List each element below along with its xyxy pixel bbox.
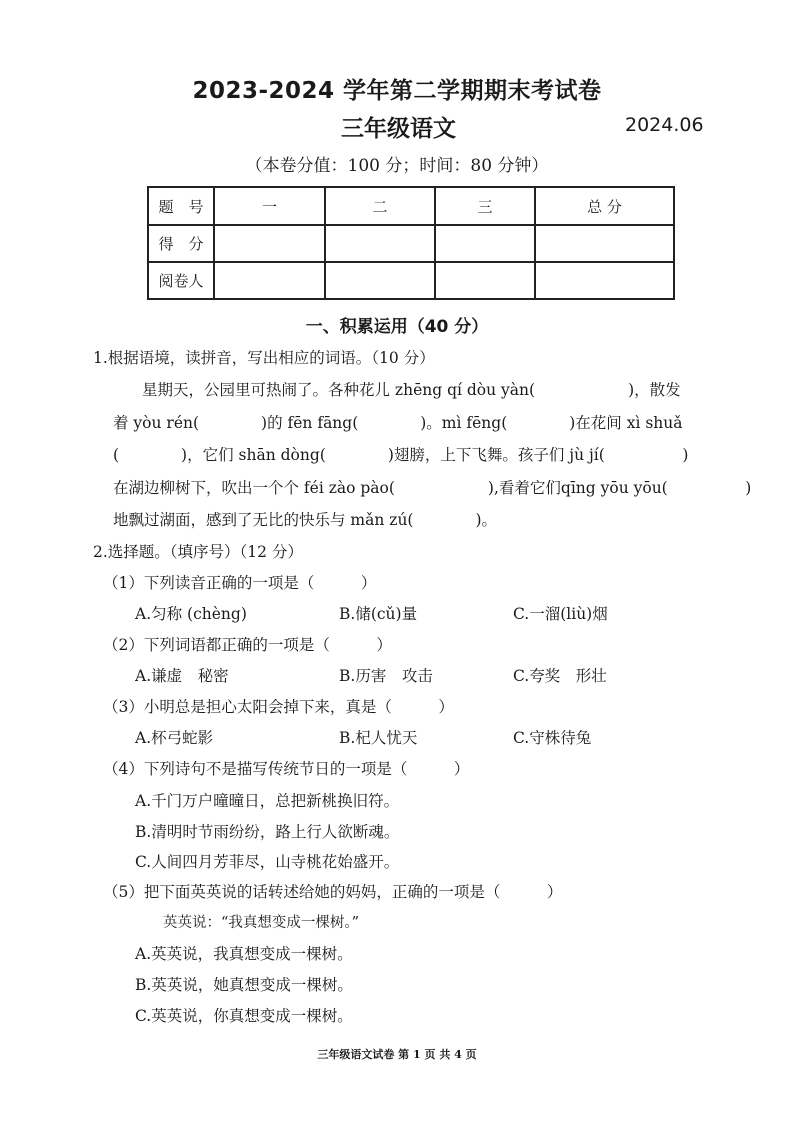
question-1-line: ( )，它们 shān dòng( )翅膀，上下飞舞。孩子们 jù jí( ) [113,446,689,464]
question-1-line: 在湖边柳树下，吹出一个个 féi zào pào( ),看着它们qīng yōu yōu( ) [113,479,752,497]
score-table-cell: 三 [435,187,535,225]
quote: 英英说：“我真想变成一棵树。” [163,915,360,931]
score-table-row-label: 得 分 [148,225,214,262]
section-title: 一、积累运用（40 分） [305,317,489,337]
score-table-blank-cell[interactable] [214,262,325,299]
score-table-cell: 二 [325,187,435,225]
score-table-blank-cell[interactable] [325,225,435,262]
score-table-cell: 总 分 [535,187,674,225]
option-a: A.英英说，我真想变成一棵树。 [135,945,353,963]
score-table-row-label: 阅卷人 [148,262,214,299]
option-b: B.杞人忧天 [339,729,418,747]
subquestion: （5）把下面英英说的话转述给她的妈妈，正确的一项是（ ） [103,883,563,901]
option-b: B.储(cǔ)量 [339,605,418,623]
option-c: C.守株待兔 [513,729,592,747]
subquestion: （3）小明总是担心太阳会掉下来，真是（ ） [103,698,454,716]
score-table-cell: 一 [214,187,325,225]
option-a: A.匀称 (chèng) [135,605,247,623]
option-c: C.夸奖 形壮 [513,667,607,685]
score-table-row [148,262,674,299]
option-b: B.历害 攻击 [339,667,433,685]
option-a: A.杯弓蛇影 [135,729,214,747]
score-table-blank-cell[interactable] [435,262,535,299]
subquestion: （2）下列词语都正确的一项是（ ） [103,636,392,654]
option-a: A.千门万户曈曈日，总把新桃换旧符。 [135,792,400,810]
option-b: B.清明时节雨纷纷，路上行人欲断魂。 [135,823,400,841]
exam-info: （本卷分值：100 分；时间：80 分钟） [245,156,549,176]
question-1-line: 地飘过湖面，感到了无比的快乐与 mǎn zú( )。 [113,511,498,529]
option-a: A.谦虚 秘密 [135,667,229,685]
exam-title: 2023-2024 学年第二学期期末考试卷 [192,78,602,104]
score-table-blank-cell[interactable] [535,262,674,299]
score-table-blank-cell[interactable] [535,225,674,262]
exam-date: 2024.06 [625,114,704,136]
option-c: C.人间四月芳菲尽，山寺桃花始盛开。 [135,853,400,871]
option-c: C.英英说，你真想变成一棵树。 [135,1007,353,1025]
score-table [147,186,675,300]
question-2-stem: 2.选择题。（填序号）（12 分） [93,543,303,561]
score-table-header-row [148,187,674,225]
score-table-cell: 题 号 [148,187,214,225]
score-table-blank-cell[interactable] [435,225,535,262]
question-1-line: 着 yòu rén( )的 fēn fāng( )。mì fēng( )在花间 xì shuǎ [113,414,683,432]
option-b: B.英英说，她真想变成一棵树。 [135,976,353,994]
subquestion: （4）下列诗句不是描写传统节日的一项是（ ） [103,760,470,778]
score-table-blank-cell[interactable] [214,225,325,262]
question-1-stem: 1.根据语境，读拼音，写出相应的词语。（10 分） [93,349,435,367]
score-table-row [148,225,674,262]
page-footer: 三年级语文试卷 第 1 页 共 4 页 [317,1048,477,1061]
exam-subtitle: 三年级语文 [341,116,456,142]
subquestion: （1）下列读音正确的一项是（ ） [103,574,377,592]
question-1-line: 星期天，公园里可热闹了。各种花儿 zhēng qí dòu yàn( )，散发 [142,381,681,399]
score-table-blank-cell[interactable] [325,262,435,299]
option-c: C.一溜(liù)烟 [513,605,608,623]
